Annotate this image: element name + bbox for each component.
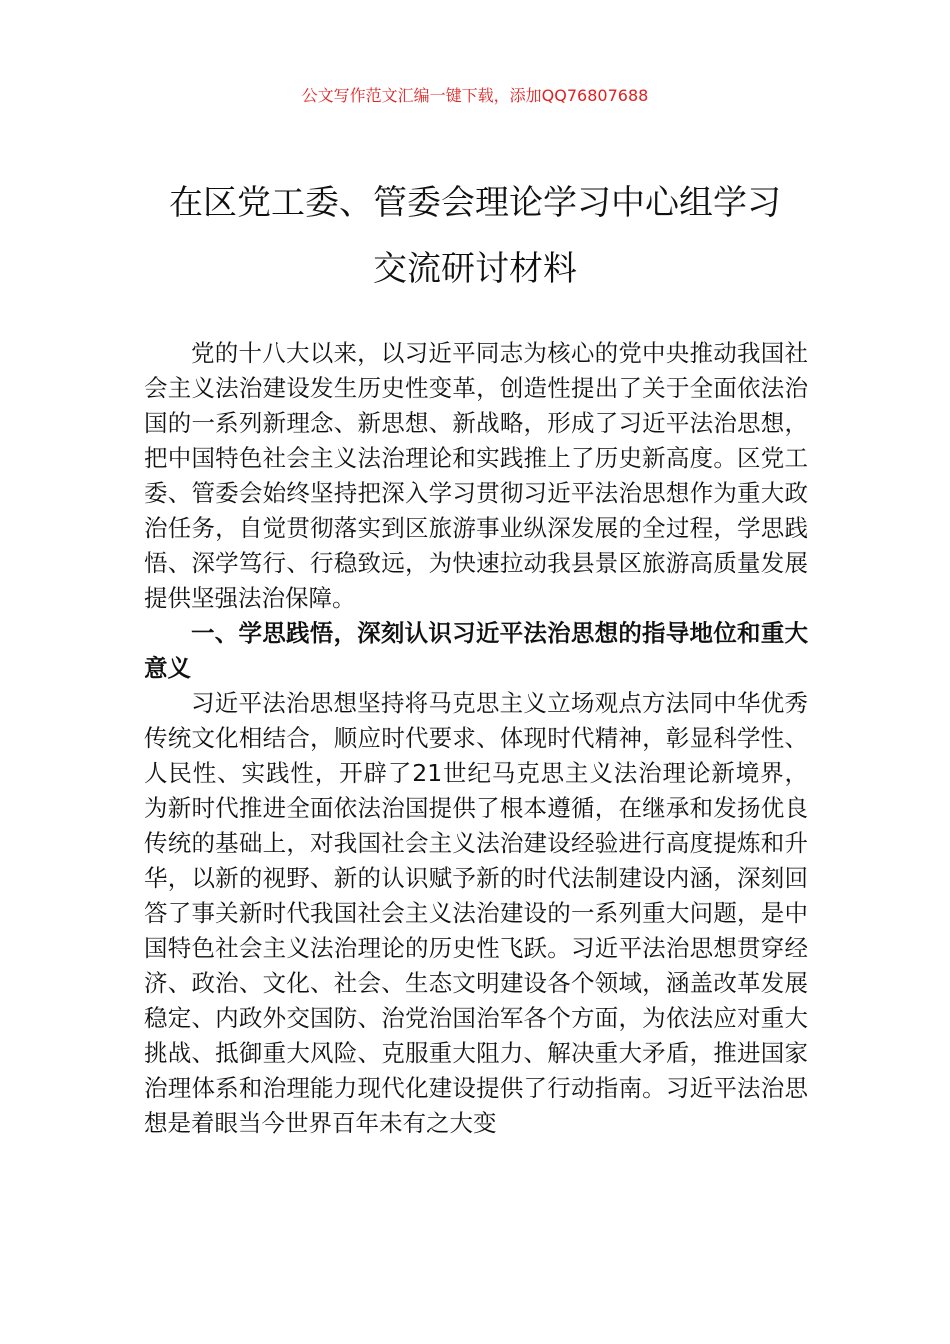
document-title <box>120 170 830 302</box>
download-promo-note: 公文写作范文汇编一键下载，添加QQ76807688 <box>301 86 649 105</box>
title-line-1: 在区党工委、管委会理论学习中心组学习 <box>169 183 781 223</box>
document-body <box>144 336 808 1141</box>
section-heading-1: 一、学思践悟，深刻认识习近平法治思想的指导地位和重大意义 <box>144 619 808 682</box>
title-line-2: 交流研讨材料 <box>373 249 577 289</box>
paragraph-section-1: 习近平法治思想坚持将马克思主义立场观点方法同中华优秀传统文化相结合，顺应时代要求、体现时代精神，彰显科学性、人民性、实践性，开辟了21世纪马克思主义法治理论新境界，为新时代推进全面依法治国提供了根本遵循，在继承和发扬优良传统的基础上，对我国社会主义法治建设经验进行高度提炼和升华，以新的视野、新的认识赋予新的时代法制建设内涵，深刻回答了事关新时代我国社会主义法治建设的一系列重大问题，是中国特色社会主义法治理论的历史性飞跃。习近平法治思想贯穿经济、政治、文化、社会、生态文明建设各个领域，涵盖改革发展稳定、内政外交国防、治党治国治军各个方面，为依法应对重大挑战、抵御重大风险、克服重大阻力、解决重大矛盾，推进国家治理体系和治理能力现代化建设提供了行动指南。习近平法治思想是着眼当今世界百年未有之大变 <box>144 689 808 1137</box>
paragraph-intro: 党的十八大以来，以习近平同志为核心的党中央推动我国社会主义法治建设发生历史性变革，创造性提出了关于全面依法治国的一系列新理念、新思想、新战略，形成了习近平法治思想，把中国特色社会主义法治理论和实践推上了历史新高度。区党工委、管委会始终坚持把深入学习贯彻习近平法治思想作为重大政治任务，自觉贯彻落实到区旅游事业纵深发展的全过程，学思践悟、深学笃行、行稳致远，为快速拉动我县景区旅游高质量发展提供坚强法治保障。 <box>144 339 808 612</box>
